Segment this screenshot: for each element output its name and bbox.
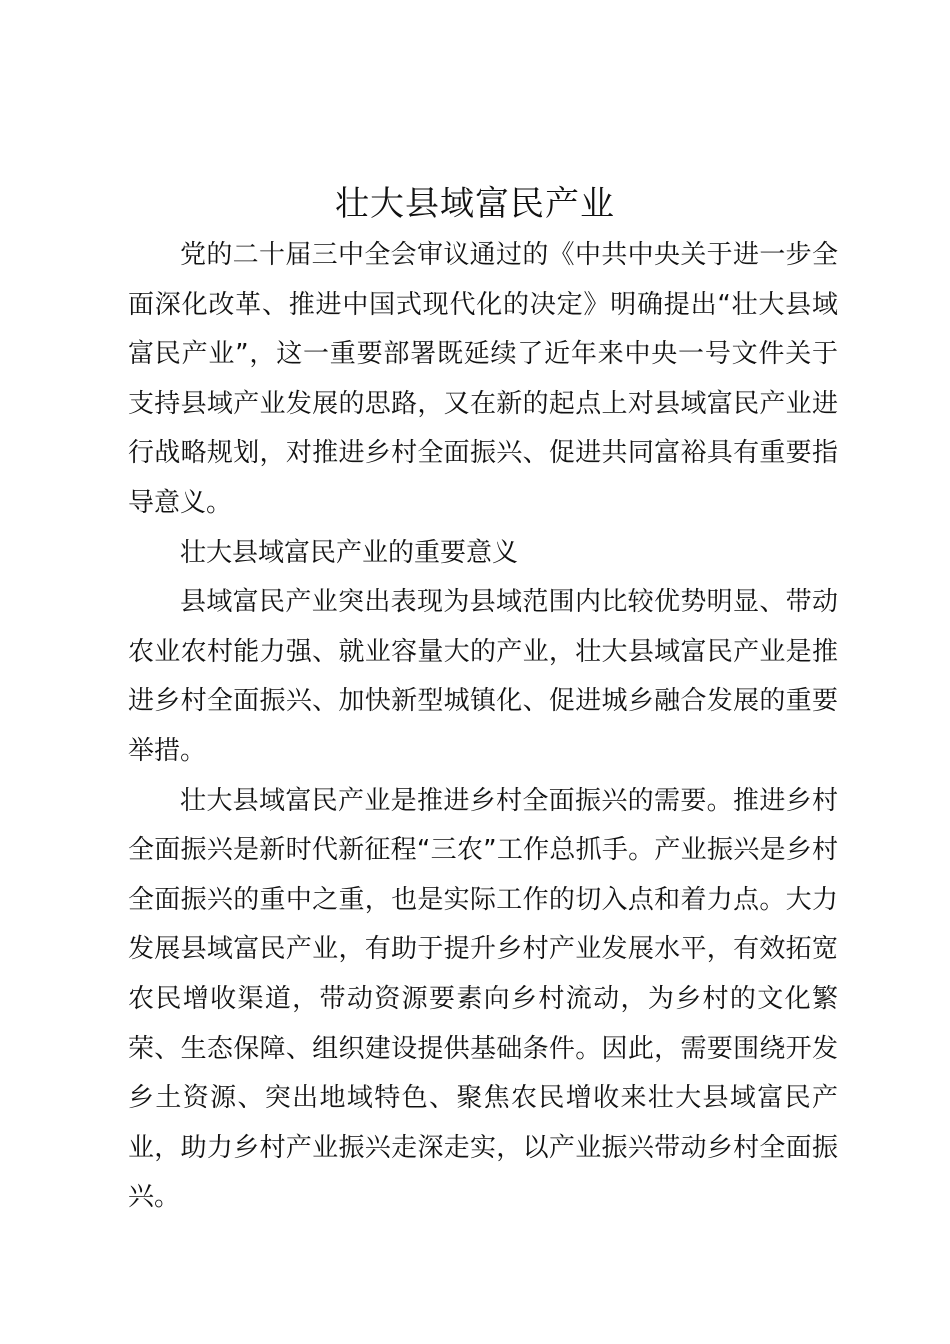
paragraph-rural-revitalization: 壮大县域富民产业是推进乡村全面振兴的需要。推进乡村全面振兴是新时代新征程“三农”工作总抓手。产业振兴是乡村全面振兴的重中之重，也是实际工作的切入点和着力点。大力发展县域富民产业，有助于提升乡村产业发展水平，有效拓宽农民增收渠道，带动资源要素向乡村流动，为乡村的文化繁荣、生态保障、组织建设提供基础条件。因此，需要围绕开发乡土资源、突出地域特色、聚焦农民增收来壮大县域富民产业，助力乡村产业振兴走深走实，以产业振兴带动乡村全面振兴。 [128,785,838,1213]
paragraph-intro: 党的二十届三中全会审议通过的《中共中央关于进一步全面深化改革、推进中国式现代化的决定》明确提出“壮大县域富民产业”，这一重要部署既延续了近年来中央一号文件关于支持县域产业发展的思路，又在新的起点上对县域富民产业进行战略规划，对推进乡村全面振兴、促进共同富裕具有重要指导意义。 [128,240,838,518]
document-body [128,231,838,1223]
document-title: 壮大县域富民产业 [335,184,615,224]
section-heading: 壮大县域富民产业的重要意义 [180,537,519,568]
paragraph-definition: 县域富民产业突出表现为县域范围内比较优势明显、带动农业农村能力强、就业容量大的产业，壮大县域富民产业是推进乡村全面振兴、加快新型城镇化、促进城乡融合发展的重要举措。 [128,587,838,766]
